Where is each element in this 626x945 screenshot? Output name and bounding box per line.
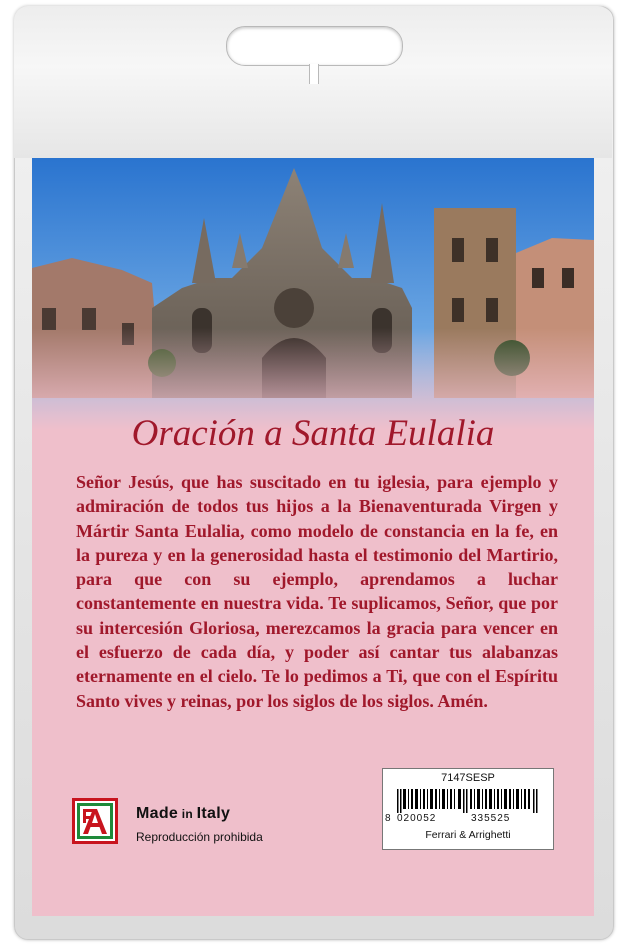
fa-logo-icon — [72, 798, 118, 844]
made-word: Made — [136, 805, 179, 822]
barcode-label — [382, 768, 554, 850]
hang-hole — [226, 26, 403, 66]
barcode-bars — [397, 789, 539, 813]
barcode-digits-left: 020052 — [397, 813, 437, 824]
reproduction-notice: Reproducción prohibida — [136, 830, 263, 844]
hang-notch — [309, 64, 319, 84]
prayer-text: Señor Jesús, que has suscitado en tu iglesia, para ejemplo y admiración de todos tus hijos a la Bienaventurada Virgen y Mártir Santa Eulalia, como modelo de constancia en la fe, en la pureza y en la generosidad hasta el testimonio del Martirio, para que con su ejemplo, aprendamos a luchar constantemente en nuestra vida. Te suplicamos, Señor, que por su intercesión Gloriosa, merezcamos la gracia para vencer en el esfuerzo de cada día, y poder así cantar tus alabanzas eternamente en el cielo. Te lo pedimos a Ti, que con el Espíritu Santo vives y reinas, por los siglos de los siglos. Amén. — [76, 472, 558, 711]
cathedral-photo — [32, 158, 594, 430]
brand-name: Ferrari & Arrighetti — [425, 829, 511, 841]
prayer-card — [32, 158, 594, 916]
barcode-first-digit: 8 — [385, 813, 391, 824]
barcode-digits-right: 335525 — [471, 813, 511, 824]
italy-word: Italy — [196, 805, 231, 822]
made-in-italy — [136, 805, 230, 823]
product-code: 7147SESP — [441, 772, 495, 784]
in-word: in — [178, 807, 197, 821]
prayer-title: Oración a Santa Eulalia — [131, 413, 495, 454]
